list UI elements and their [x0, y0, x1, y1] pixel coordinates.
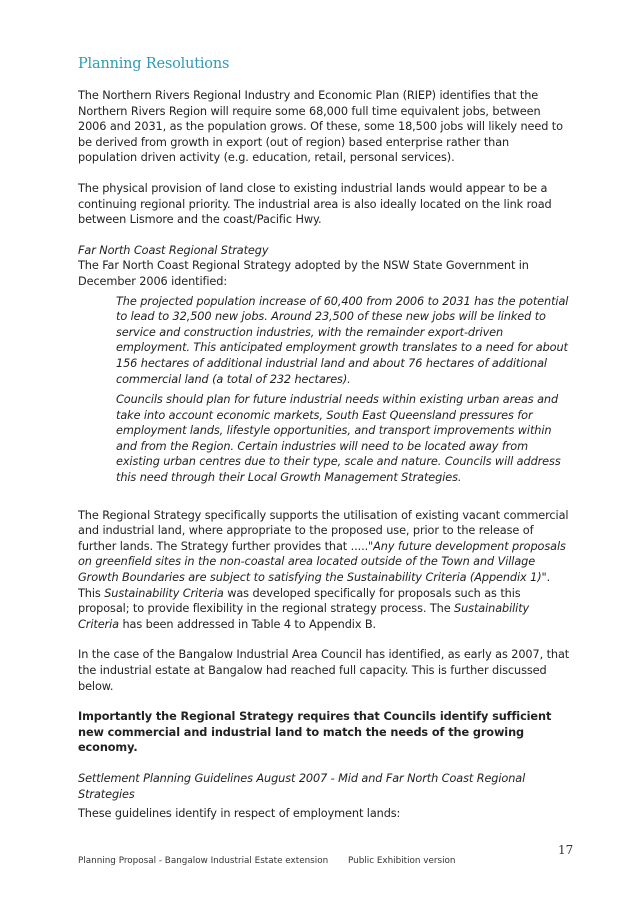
paragraph-regional-strategy: [78, 508, 570, 633]
p3-text-c: ". This: [78, 571, 551, 600]
paragraph-land-provision: The physical provision of land close to existing industrial lands would appear to be a continuing regional priority. The industrial area is also ideally located on the link road between Lismore and the coast/Pacific Hwy.: [78, 181, 552, 227]
p3-text-g: has been addressed in Table 4 to Appendix B.: [118, 617, 377, 631]
page-footer: [78, 856, 456, 866]
guidelines-subheading: Settlement Planning Guidelines August 2007 - Mid and Far North Coast Regional Strategies: [78, 771, 526, 801]
page-number: 17: [558, 843, 574, 857]
p3-quote: Any future development proposals on greenfield sites in the non-coastal area located outside of the Town and Village Growth Boundaries are subject to satisfying the Sustainability Criteria (Appendix 1): [78, 539, 566, 585]
strategy-subheading: Far North Coast Regional Strategy: [78, 243, 269, 257]
strategy-quote-block: [78, 294, 570, 486]
quote-population: The projected population increase of 60,400 from 2006 to 2031 has the potential to lead to 32,500 new jobs. Around 23,500 of these new jobs will be linked to service and construction industries, with the remainder export-driven employment. This anticipated employment growth translates to a need for about 156 hectares of additional industrial land and about 76 hectares of additional commercial land (a total of 232 hectares).: [116, 294, 569, 386]
p3-criteria-2: Sustainability Criteria: [78, 602, 530, 631]
document-body: [78, 56, 570, 822]
paragraph-strategy-intro: The Far North Coast Regional Strategy adopted by the NSW State Government in December 2006 identified:: [78, 259, 529, 288]
paragraph-important: Importantly the Regional Strategy requires that Councils identify sufficient new commercial and industrial land to match the needs of the growing economy.: [78, 710, 552, 755]
paragraph-bangalow: In the case of the Bangalow Industrial Area Council has identified, as early as 2007, that the industrial estate at Bangalow had reached full capacity. This is further discussed below.: [78, 648, 570, 693]
footer-document-title: Planning Proposal - Bangalow Industrial Estate extension: [78, 856, 329, 866]
paragraph-guidelines-intro: These guidelines identify in respect of employment lands:: [78, 807, 401, 821]
p3-criteria-1: Sustainability Criteria: [104, 586, 224, 600]
quote-councils: Councils should plan for future industrial needs within existing urban areas and take into account economic markets, South East Queensland pressures for employment lands, lifestyle opportunities, and transport improvements within and from the Region. Certain industries will need to be located away from existing urban centres due to their type, scale and nature. Councils will address this need through their Local Growth Management Strategies.: [116, 393, 561, 485]
p3-text-e: was developed specifically for proposals such as this proposal; to provide flexibility in the regional strategy process. The: [78, 586, 521, 616]
p3-text-a: The Regional Strategy specifically supports the utilisation of existing vacant commercial and industrial land, where appropriate to the proposed use, prior to the release of further lands. The Strategy further provides that .....": [78, 508, 569, 553]
section-heading: Planning Resolutions: [78, 56, 230, 72]
footer-version: Public Exhibition version: [348, 856, 456, 866]
paragraph-riep: The Northern Rivers Regional Industry and Economic Plan (RIEP) identifies that the Northern Rivers Region will require some 68,000 full time equivalent jobs, between 2006 and 2031, as the population grows. Of these, some 18,500 jobs will likely need to be derived from growth in export (out of region) based enterprise rather than population driven activity (e.g. education, retail, personal services).: [78, 89, 563, 165]
